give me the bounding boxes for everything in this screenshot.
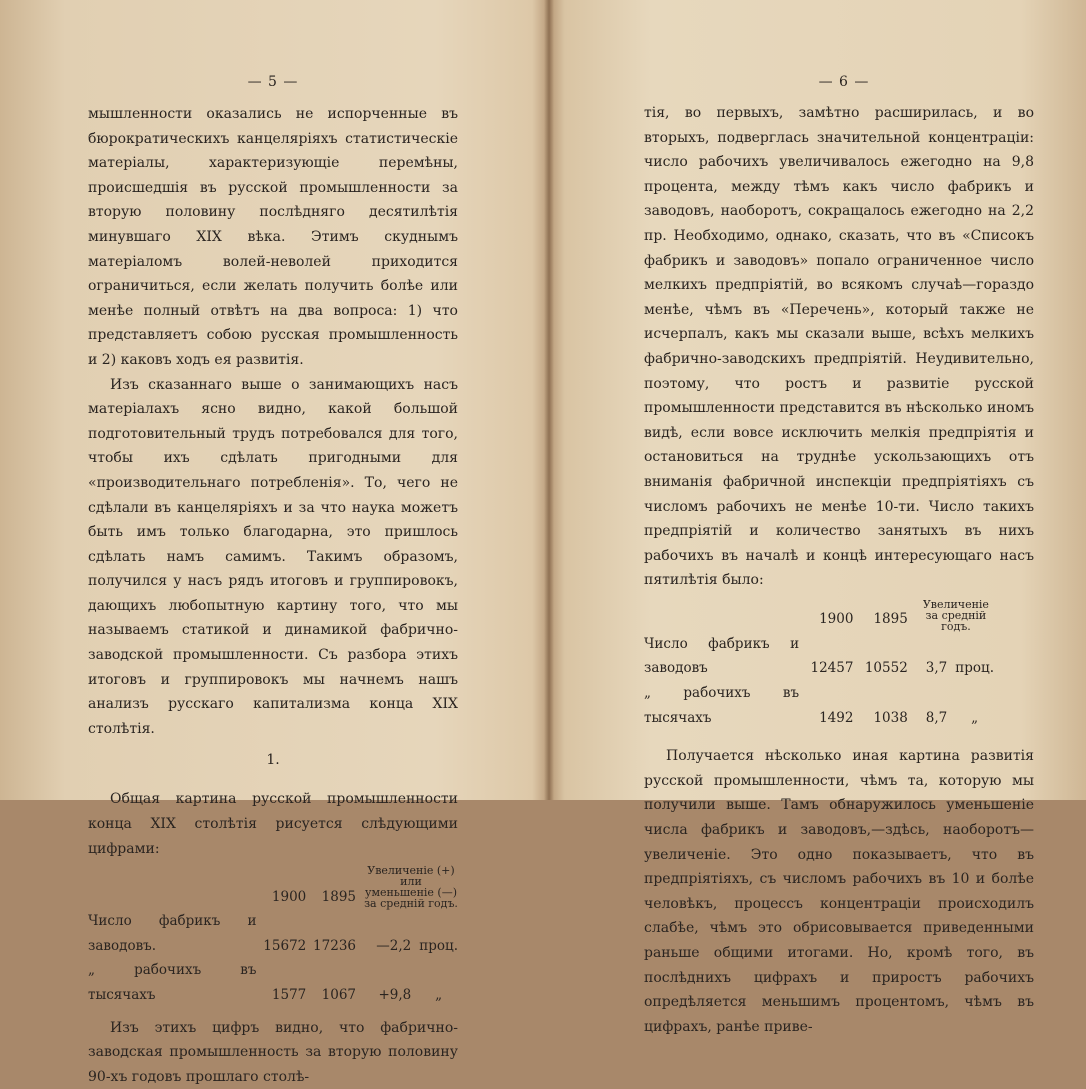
- value-unit: „: [435, 987, 443, 1003]
- row-label: „ рабочихъ въ тысячахъ: [644, 685, 800, 726]
- paragraph: Получается нѣсколько иная картина развитія русской промышленности, чѣмъ та, которую мы получили выше. Тамъ обнаружилось уменьшеніе числа фабрикъ и заводовъ,—здѣсь, наоборотъ—увеличеніе. Это одно показываетъ, что въ предпріятіяхъ, съ числомъ рабочихъ въ 10 и болѣе человѣкъ, процессъ концентраціи происходилъ слабѣе, чѣмъ это обрисовывается приведенными раньше общими итогами. Но, кромѣ того, въ послѣднихъ цифрахъ и приростъ рабочихъ опредѣляется меньшимъ процентомъ, чѣмъ въ цифрахъ, ранѣе приве-: [644, 748, 1034, 1035]
- value-change: 3,7: [925, 660, 948, 677]
- table-row: [644, 681, 994, 730]
- table-row: [644, 632, 994, 681]
- column-header-1900: 1900: [271, 888, 307, 905]
- book-gutter: [544, 0, 554, 800]
- statistics-table: [644, 599, 994, 730]
- page-body: [88, 102, 458, 1089]
- table-row: [88, 958, 458, 1007]
- page-body: [644, 101, 1034, 1039]
- row-label: Число фабрикъ и заводовъ: [644, 635, 800, 677]
- row-label: „ рабочихъ въ тысячахъ: [88, 962, 257, 1003]
- column-header-1895: 1895: [321, 888, 356, 905]
- right-page: [554, 0, 1086, 1035]
- value-1900: 1492: [819, 709, 854, 726]
- value-unit: „: [971, 709, 979, 726]
- value-1895: 1067: [321, 987, 356, 1003]
- statistics-table: [88, 865, 458, 1007]
- value-change: —2,2: [376, 937, 412, 954]
- value-1895: 1038: [873, 709, 908, 726]
- page-number: — 6 —: [818, 74, 870, 90]
- paragraph: Изъ сказаннаго выше о занимающихъ насъ матеріалахъ ясно видно, какой большой подготовительный трудъ потребовался для того, чтобы ихъ сдѣлать пригодными для «производительнаго потребленія». То, чего не сдѣлали въ канцеляріяхъ и за что наука можетъ быть имъ только благодарна, это пришлось сдѣлать намъ самимъ. Такимъ образомъ, получился у насъ рядъ итоговъ и группировокъ, дающихъ любопытную картину того, что мы называемъ статикой и динамикой фабрично-заводской промышленности. Съ разбора этихъ итоговъ и группировокъ мы начнемъ нашъ анализъ русскаго капитализма конца XIX столѣтія.: [88, 376, 458, 737]
- value-1900: 15672: [263, 937, 307, 954]
- left-page: [0, 0, 544, 1085]
- value-unit: проц.: [955, 660, 994, 677]
- column-header-change: Увеличеніе (+) или уменьшеніе (—) за средній годъ.: [364, 864, 458, 911]
- column-header-change: Увеличеніе за средній годъ.: [922, 597, 989, 633]
- value-1895: 10552: [864, 660, 908, 677]
- paragraph: Изъ этихъ цифръ видно, что фабрично-заводская промышленность за вторую половину 90-хъ годовъ прошлаго столѣ-: [88, 1019, 458, 1085]
- paragraph: Общая картина русской промышленности конца XIX столѣтія рисуется слѣдующими цифрами:: [88, 791, 458, 857]
- column-header-1900: 1900: [819, 611, 854, 628]
- value-1900: 12457: [810, 660, 854, 677]
- value-unit: проц.: [419, 937, 458, 954]
- value-1900: 1577: [271, 987, 307, 1003]
- value-1895: 17236: [313, 937, 356, 954]
- table-row: [88, 909, 458, 958]
- section-number: 1.: [266, 752, 280, 769]
- value-change: +9,8: [378, 987, 412, 1003]
- page-number: — 5 —: [247, 74, 299, 90]
- paragraph: мышленности оказались не испорченные въ бюрократическихъ канцеляріяхъ статистическіе матеріалы, характеризующіе перемѣны, происшедшія въ русской промышленности за вторую половину послѣдняго десятилѣтія минувшаго XIX вѣка. Этимъ скуднымъ матеріаломъ волей-неволей приходится ограничиться, если желать получить болѣе или менѣе полный отвѣтъ на два вопроса: 1) что представляетъ собою русская промышленность и 2) каковъ ходъ ея развитія.: [88, 106, 458, 368]
- paragraph: тія, во первыхъ, замѣтно расширилась, и во вторыхъ, подверглась значительной концентраціи: число рабочихъ увеличивалось ежегодно на 9,8 процента, между тѣмъ какъ число фабрикъ и заводовъ, наоборотъ, сокращалось ежегодно на 2,2 пр. Необходимо, однако, сказать, что въ «Списокъ фабрикъ и заводовъ» попало ограниченное число мелкихъ предпріятій, во всякомъ случаѣ—гораздо менѣе, чѣмъ въ «Перечень», который также не исчерпалъ, какъ мы сказали выше, всѣхъ мелкихъ фабрично-заводскихъ предпріятій. Неудивительно, поэтому, что ростъ и развитіе русской промышленности представится въ нѣсколько иномъ видѣ, если вовсе исключить мелкія предпріятія и остановиться на труднѣе ускользающихъ отъ вниманія фабричной инспекціи предпріятіяхъ съ числомъ рабочихъ не менѣе 10-ти. Число такихъ предпріятій и количество занятыхъ въ нихъ рабочихъ въ началѣ и концѣ интересующаго насъ пятилѣтія было:: [644, 105, 1034, 589]
- column-header-1895: 1895: [873, 611, 908, 628]
- row-label: Число фабрикъ и заводовъ.: [88, 913, 257, 954]
- value-change: 8,7: [925, 709, 948, 726]
